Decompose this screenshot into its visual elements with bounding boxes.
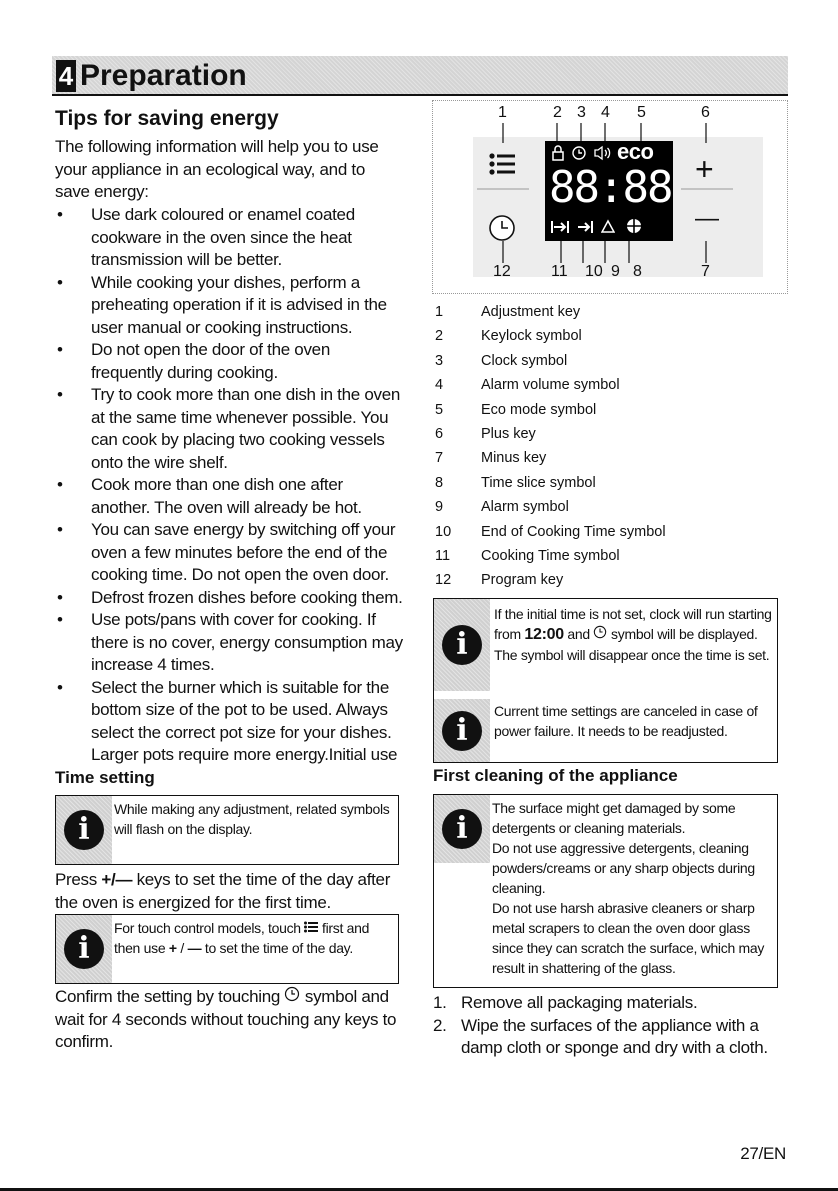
callout-number: 11 bbox=[551, 263, 568, 280]
tips-list bbox=[55, 204, 405, 767]
callout-number: 1 bbox=[498, 104, 507, 121]
cleaning-steps bbox=[433, 992, 785, 1060]
list-item: • Select the burner which is suitable for the bottom size of the pot to be used. Always select the correct pot size for your dishes. Larger pots require more energy.Initial use bbox=[55, 677, 405, 767]
list-item: • Cook more than one dish one after another. The oven will already be hot. bbox=[55, 474, 405, 519]
plus-key-symbol: + bbox=[168, 940, 177, 956]
info-icon: i bbox=[64, 929, 104, 969]
note-text: While making any adjustment, related symbols will flash on the display. bbox=[114, 801, 390, 837]
callout-number: 5 bbox=[637, 104, 646, 121]
plus-key[interactable]: + bbox=[695, 151, 714, 187]
note-text: For touch control models, touch first and then use + / — to set the time of the day. bbox=[114, 920, 370, 956]
callout-number: 6 bbox=[701, 104, 710, 121]
info-note-touch bbox=[55, 914, 399, 984]
cooking-time-icon bbox=[551, 219, 569, 240]
info-notes-time bbox=[433, 598, 778, 763]
list-item: • Defrost frozen dishes before cooking them. bbox=[55, 587, 405, 610]
time-slice-icon bbox=[625, 217, 643, 240]
section-banner bbox=[52, 56, 788, 96]
note-text: Current time settings are canceled in case of power failure. It needs to be readjusted. bbox=[494, 703, 758, 739]
legend-list: 1 Adjustment key 2 Keylock symbol 3 Clock symbol 4 Alarm volume symbol 5 Eco mode symbol 6 Plus key 7 Minus key 8 Time slice symbol 9 Alarm symbol 10 End of Cooking Time symbol 11 Cooking Time symbol 12 Program key bbox=[435, 304, 666, 589]
program-key-icon bbox=[304, 920, 318, 936]
callout-number: 9 bbox=[611, 263, 620, 280]
callout-number: 7 bbox=[701, 263, 710, 280]
section-title: Preparation bbox=[80, 59, 247, 92]
list-item: 2. Wipe the surfaces of the appliance with a damp cloth or sponge and dry with a cloth. bbox=[433, 1015, 768, 1057]
clock-icon bbox=[593, 626, 607, 642]
callout-number: 12 bbox=[493, 263, 511, 280]
info-icon: i bbox=[442, 711, 482, 751]
info-icon: i bbox=[442, 625, 482, 665]
display-screen bbox=[545, 141, 673, 241]
list-item: • You can save energy by switching off your oven a few minutes before the end of the cooking time. Do not open the oven door. bbox=[55, 519, 405, 587]
end-of-cooking-icon bbox=[577, 219, 593, 240]
control-panel-diagram bbox=[432, 100, 788, 294]
time-digits: 88:88 bbox=[549, 162, 672, 213]
callout-number: 4 bbox=[601, 104, 610, 121]
callout-number: 2 bbox=[553, 104, 562, 121]
program-key-icon[interactable] bbox=[489, 153, 515, 180]
initial-time-value: 12:00 bbox=[524, 626, 564, 643]
time-setting-title: Time setting bbox=[55, 768, 155, 787]
tips-title: Tips for saving energy bbox=[55, 107, 279, 130]
section-number: 4 bbox=[56, 60, 76, 92]
list-item: • While cooking your dishes, perform a preheating operation if it is advised in the user manual or cooking instructions. bbox=[55, 272, 405, 340]
alarm-icon bbox=[601, 219, 615, 240]
list-item: • Use pots/pans with cover for cooking. If there is no cover, energy consumption may increase 4 times. bbox=[55, 609, 405, 677]
info-icon: i bbox=[442, 809, 482, 849]
clock-icon bbox=[284, 987, 300, 1006]
plus-minus-keys: +/— bbox=[101, 870, 133, 889]
note-text: The surface might get damaged by some detergents or cleaning materials. Do not use aggressive detergents, cleaning powders/creams or any sharp objects during cleaning. Do not use harsh abrasive cleaners or sharp metal scrapers to clean the oven door glass since they can scratch the surface, which may result in shattering of the glass. bbox=[492, 800, 765, 976]
confirm-text: Confirm the setting by touching symbol and wait for 4 seconds without touching any keys to confirm. bbox=[55, 987, 397, 1051]
first-cleaning-title: First cleaning of the appliance bbox=[433, 766, 678, 785]
list-item: • Use dark coloured or enamel coated cookware in the oven since the heat transmission will be better. bbox=[55, 204, 405, 272]
callout-number: 10 bbox=[585, 263, 603, 280]
minus-key[interactable]: — bbox=[695, 205, 719, 232]
list-item: • Try to cook more than one dish in the oven at the same time whenever possible. You can cook by placing two cooking vessels onto the wire shelf. bbox=[55, 384, 405, 474]
clock-key-icon[interactable] bbox=[487, 213, 517, 248]
list-item: 1. Remove all packaging materials. bbox=[433, 993, 698, 1012]
info-icon: i bbox=[64, 810, 104, 850]
tips-intro: The following information will help you to use your appliance in an ecological way, and to save energy: bbox=[55, 137, 379, 201]
eco-mode-symbol: eco bbox=[617, 139, 654, 164]
info-note-cleaning bbox=[433, 794, 778, 988]
page-number: 27/EN bbox=[740, 1144, 786, 1163]
list-item: • Do not open the door of the oven frequently during cooking. bbox=[55, 339, 405, 384]
note-text: If the initial time is not set, clock will run starting from 12:00 and symbol will be displayed. The symbol will disappear once the time is set. bbox=[494, 606, 772, 663]
callout-number: 8 bbox=[633, 263, 642, 280]
press-keys-text: Press +/— keys to set the time of the day after the oven is energized for the first time. bbox=[55, 870, 391, 912]
info-note-flash bbox=[55, 795, 399, 865]
callout-number: 3 bbox=[577, 104, 586, 121]
minus-key-symbol: — bbox=[187, 940, 202, 956]
